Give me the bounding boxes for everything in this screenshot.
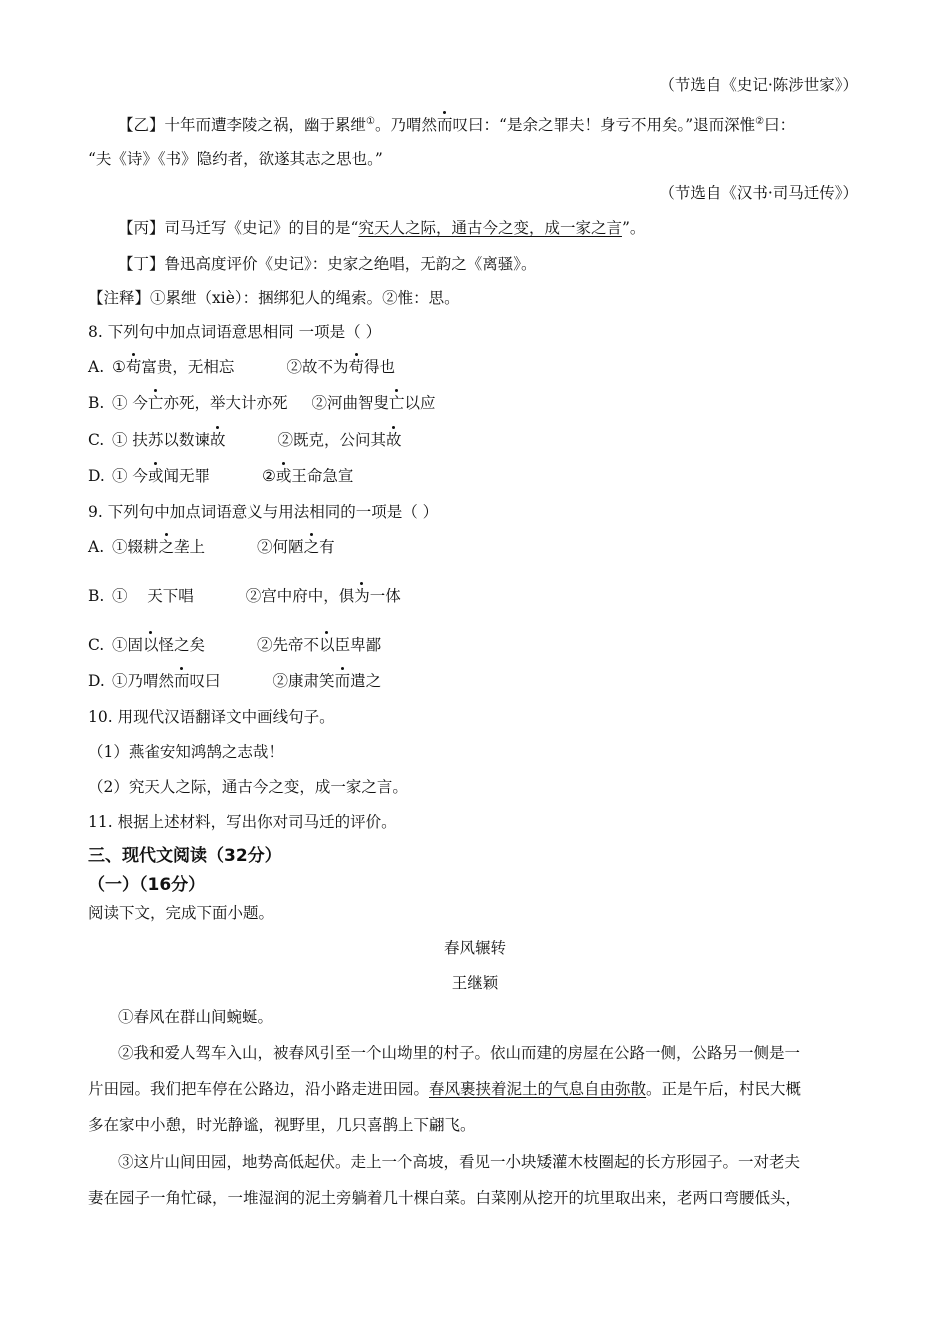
article-paragraph-3-line2: 妻在园子一角忙碌，一堆湿润的泥土旁躺着几十棵白菜。白菜刚从挖开的坑里取出来，老两口弯腰低头， [88, 1189, 802, 1207]
q10-sentence-2: （2）究天人之际，通古今之变，成一家之言。 [88, 778, 408, 796]
question-8-stem: 8. 下列句中加点词语意思相同 一项是（ ） [88, 323, 382, 341]
article-title: 春风辗转 [443, 939, 506, 957]
part-1-heading: （一）（16分） [88, 875, 206, 895]
q9-option-a: A. ①辍耕之垄上 ②何陋之有 [88, 538, 335, 556]
q8-option-c: C. ① 扶苏以数谏故 ②既克，公问其故 [88, 431, 402, 449]
q9-option-d: D. ①乃喟然而叹曰 ②康肃笑而遣之 [88, 672, 382, 690]
passage-ding: 【丁】鲁迅高度评价《史记》：史家之绝唱，无韵之《离骚》。 [118, 255, 537, 273]
article-paragraph-2-line3: 多在家中小憩，时光静谧，视野里，几只喜鹊上下翩飞。 [88, 1116, 476, 1134]
q8-option-d: D. ① 今或闻无罪 ②或王命急宣 [88, 467, 354, 485]
q9-option-c: C. ①固以怪之矣 ②先帝不以臣卑鄙 [88, 636, 382, 654]
passage-yi-line1: 【乙】十年而遭李陵之祸，幽于累绁①。乃喟然而叹曰：“是余之罪夫！身亏不用矣。”退而深惟②曰： [118, 116, 796, 135]
section-3-heading: 三、现代文阅读（32分） [88, 846, 282, 866]
passage-yi-line2: “夫《诗》《书》隐约者，欲遂其志之思也。” [88, 150, 383, 168]
article-paragraph-1: ①春风在群山间蜿蜒。 [118, 1008, 274, 1026]
article-paragraph-3-line1: ③这片山间田园，地势高低起伏。走上一个高坡，看见一小块矮灌木枝圈起的长方形园子。一对老夫 [118, 1153, 801, 1171]
annotation-notes: 【注释】①累绁（xiè）：捆绑犯人的绳索。②惟：思。 [88, 289, 460, 307]
q9-option-b: B. ① 天下唱 ②宫中府中，俱为一体 [88, 587, 401, 605]
question-11: 11. 根据上述材料，写出你对司马迁的评价。 [88, 813, 397, 831]
source-shiji: （节选自《史记·陈涉世家》） [659, 76, 858, 94]
q8-option-b: B. ① 今亡亦死，举大计亦死 ②河曲智叟亡以应 [88, 394, 436, 412]
reading-instruction: 阅读下文，完成下面小题。 [88, 904, 275, 922]
question-10-stem: 10. 用现代汉语翻译文中画线句子。 [88, 708, 335, 726]
article-paragraph-2-line2: 片田园。我们把车停在公路边，沿小路走进田园。春风裹挟着泥土的气息自由弥散。正是午后，村民大概 [88, 1080, 802, 1098]
article-paragraph-2-line1: ②我和爱人驾车入山，被春风引至一个山坳里的村子。依山而建的房屋在公路一侧，公路另一侧是一 [118, 1044, 801, 1062]
q8-option-a: A. ①苟富贵，无相忘 ②故不为苟得也 [88, 358, 395, 376]
article-author: 王继颖 [451, 974, 499, 992]
q10-sentence-1: （1）燕雀安知鸿鹄之志哉！ [88, 743, 284, 761]
question-9-stem: 9. 下列句中加点词语意义与用法相同的一项是（ ） [88, 503, 439, 521]
source-hanshu: （节选自《汉书·司马迁传》） [659, 184, 858, 202]
passage-bing: 【丙】司马迁写《史记》的目的是“究天人之际，通古今之变，成一家之言”。 [118, 219, 646, 237]
